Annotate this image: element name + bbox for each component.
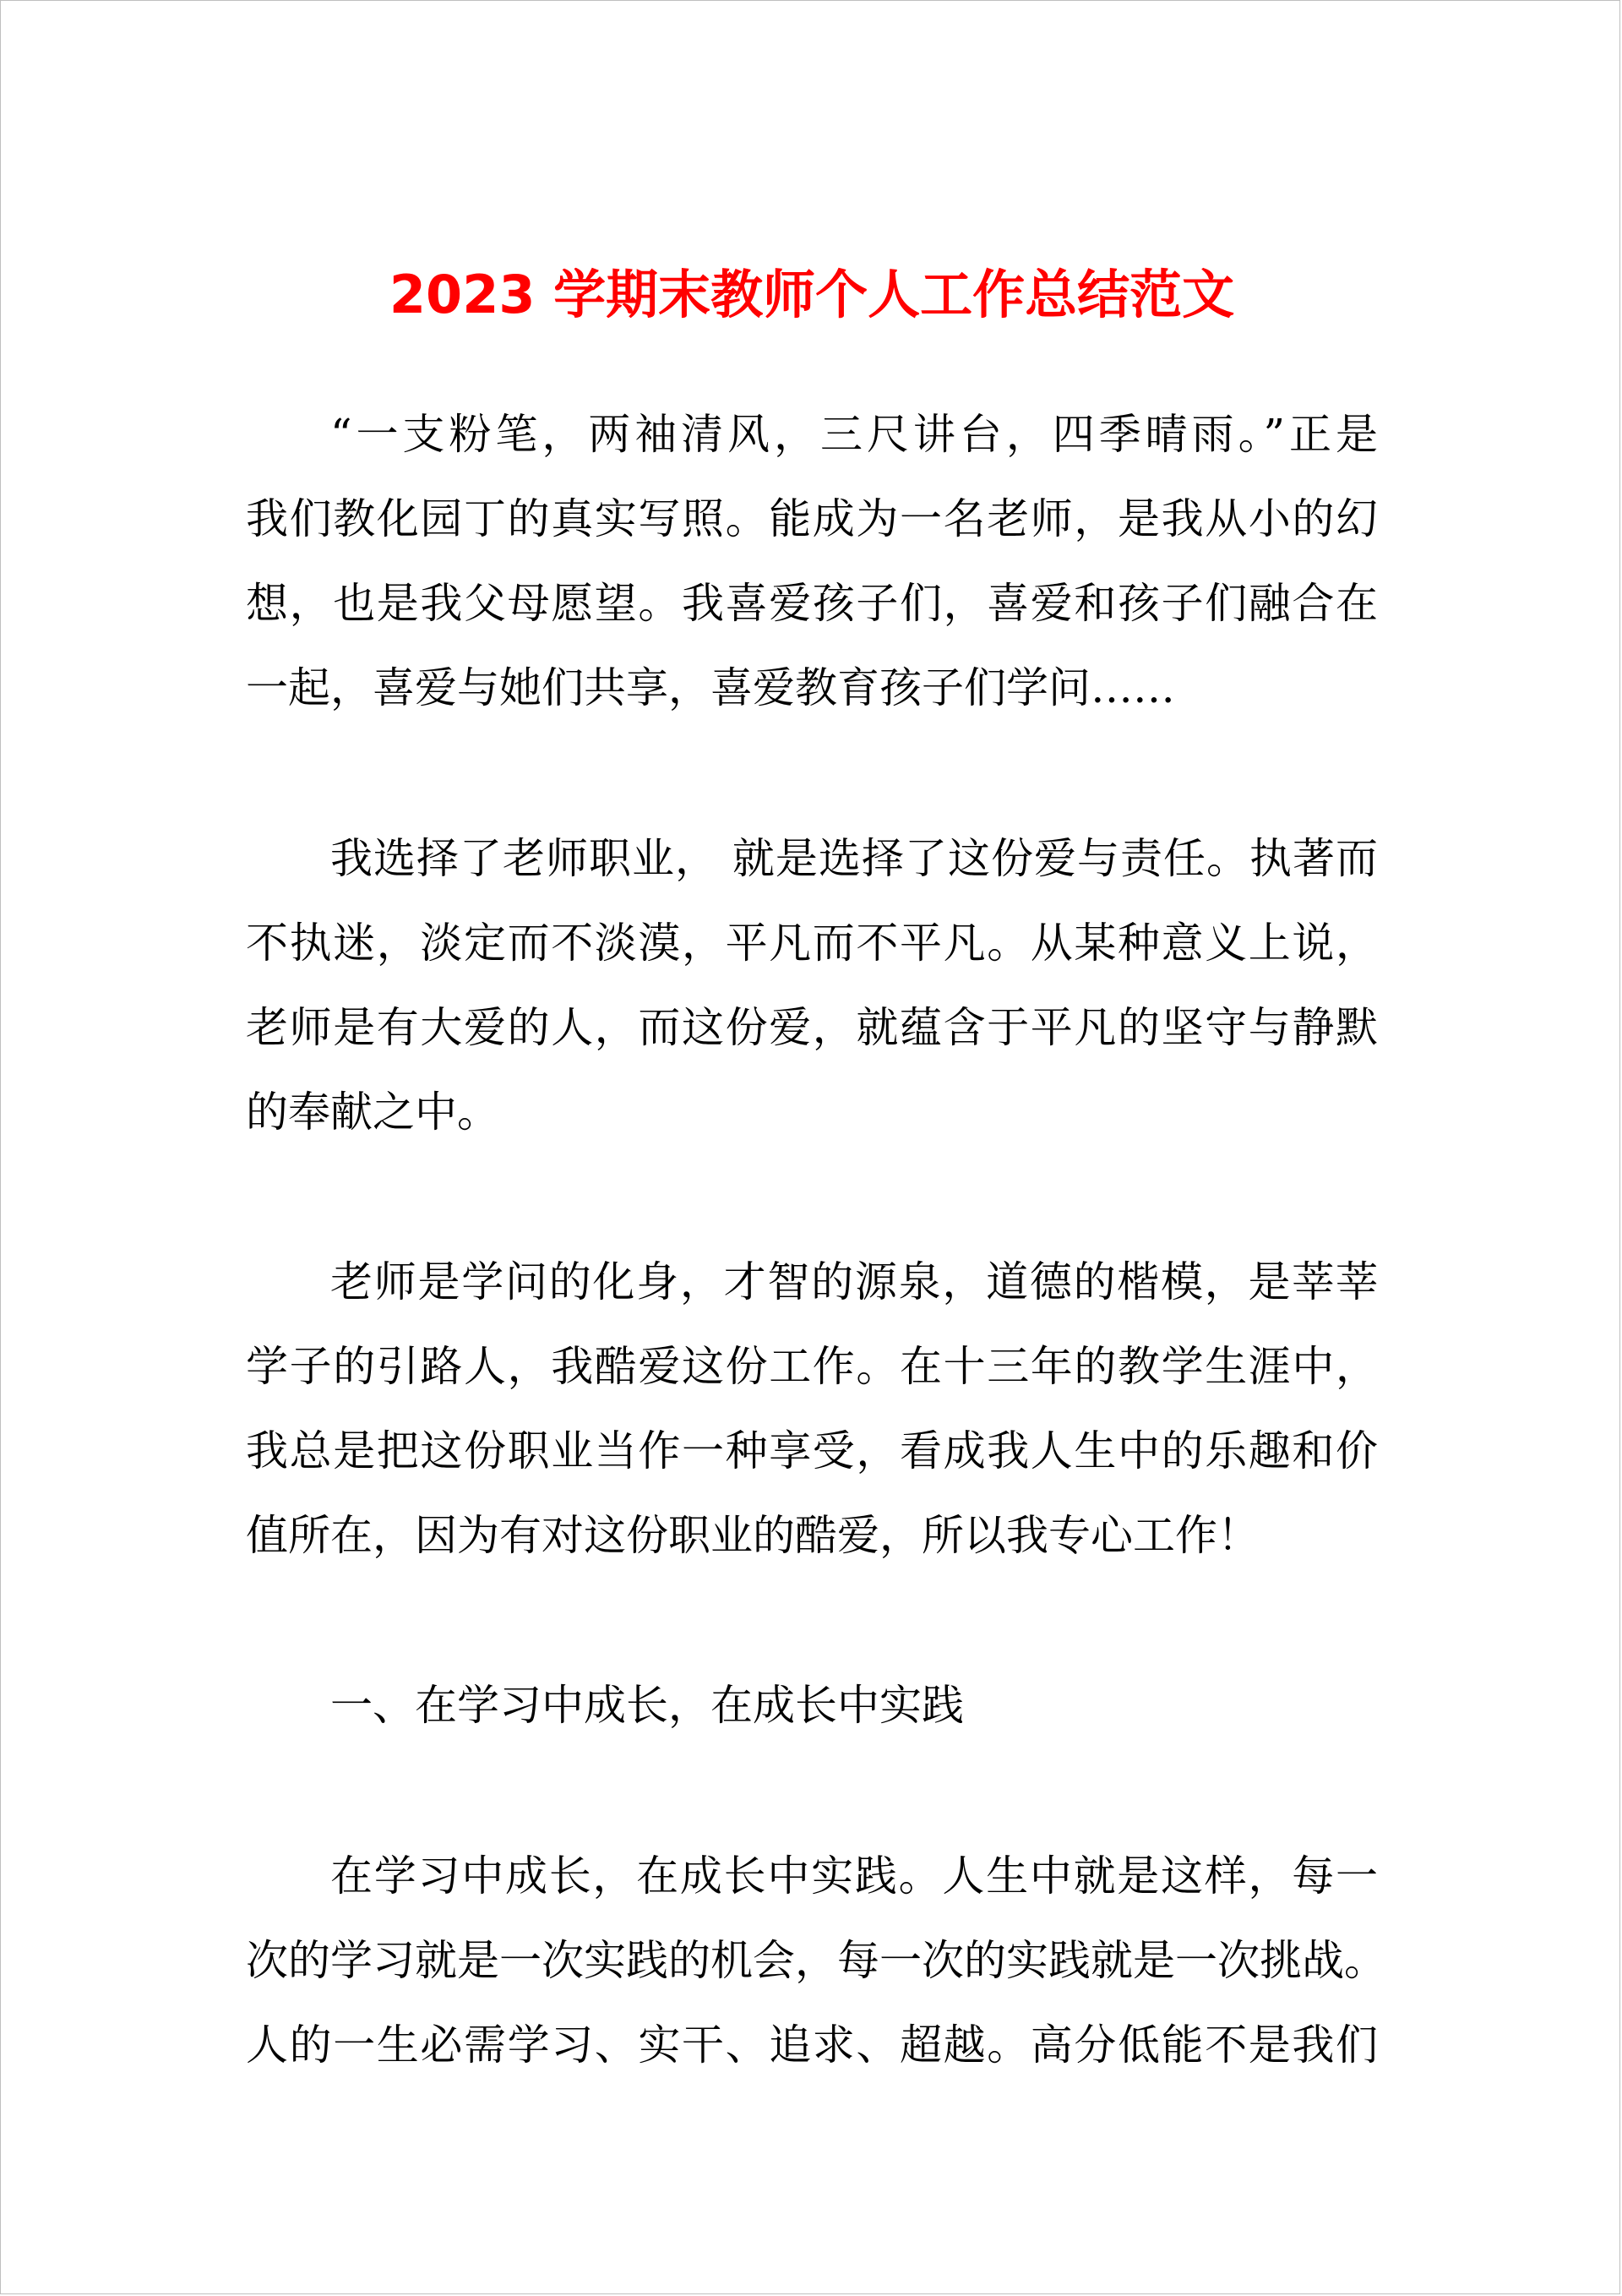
- paragraph-line: 的奉献之中。: [246, 1088, 499, 1137]
- paragraph-line: “一支粉笔，两袖清风，三尺讲台，四季晴雨。”正是: [330, 410, 1378, 459]
- paragraph-line: 老师是有大爱的人，而这份爱，就蕴含于平凡的坚守与静默: [246, 1003, 1378, 1052]
- paragraph-line: 不执迷，淡定而不淡漠，平凡而不平凡。从某种意义上说，: [246, 919, 1378, 968]
- paragraph-line: 人的一生必需学习、实干、追求、超越。高分低能不是我们: [246, 2021, 1378, 2070]
- paragraph-3: [246, 1240, 1378, 1578]
- paragraph-line: 老师是学问的化身，才智的源泉，道德的楷模，是莘莘: [330, 1257, 1378, 1306]
- section-heading-text: 一、在学习中成长，在成长中实践: [330, 1681, 964, 1730]
- paragraph-5: [246, 1834, 1386, 2087]
- paragraph-line: 我选择了老师职业， 就是选择了这份爱与责任。执著而: [330, 834, 1378, 883]
- paragraph-line: 值所在，因为有对这份职业的酷爱，所以我专心工作！: [246, 1511, 1260, 1560]
- paragraph-line: 想，也是我父母愿望。我喜爱孩子们，喜爱和孩子们融合在: [246, 579, 1378, 628]
- paragraph-line: 我总是把这份职业当作一种享受，看成我人生中的乐趣和价: [246, 1426, 1378, 1475]
- paragraph-line: 在学习中成长，在成长中实践。人生中就是这样，每一: [330, 1852, 1378, 1901]
- paragraph-2: [246, 816, 1378, 1154]
- document-title: 2023 学期末教师个人工作总结范文: [389, 264, 1235, 325]
- section-heading: [246, 1663, 1378, 1748]
- paragraph-line: 一起，喜爱与她们共享，喜爱教育孩子们学问……: [246, 663, 1175, 712]
- paragraph-line: 我们教化园丁的真实写照。能成为一名老师，是我从小的幻: [246, 494, 1378, 543]
- paragraph-line: 次的学习就是一次实践的机会，每一次的实践就是一次挑战。: [246, 1936, 1386, 1985]
- paragraph-line: 学子的引路人，我酷爱这份工作。在十三年的教学生涯中，: [246, 1342, 1378, 1391]
- paragraph-1: [246, 392, 1378, 730]
